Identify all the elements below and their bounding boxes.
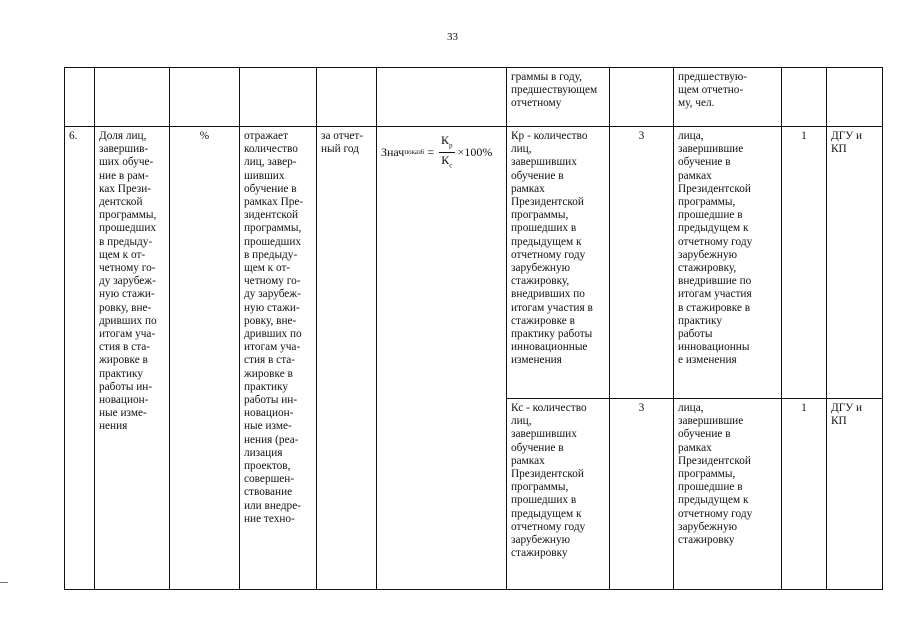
table-row-indicator-6 bbox=[65, 127, 883, 399]
margin-mark bbox=[0, 582, 8, 583]
cell-row-number: 6. bbox=[65, 127, 95, 590]
cell-population-kr: лица, завершившие обучение в рамках Президентской программы, прошедшие в предыдущем к отчетному году зарубежную стажировку, внедрившие по итогам участия в стажировке в практику работы инновационны е изменения bbox=[674, 127, 782, 399]
cell-code-kc: 1 bbox=[782, 399, 827, 590]
cell-empty bbox=[317, 68, 377, 127]
indicator-table bbox=[64, 67, 883, 590]
cell-empty bbox=[782, 68, 827, 127]
cell-method-kc: 3 bbox=[610, 399, 674, 590]
cell-code-kr: 1 bbox=[782, 127, 827, 399]
cell-population-continuation: предшествую- щем отчетно- му, чел. bbox=[674, 68, 782, 127]
cell-variable-kr: Кр - количество лиц, завершивших обучение в рамках Президентской программы, прошедших в предыдущем к отчетному году зарубежную стажировку, внедривших по итогам участия в стажировке в практику работы инновационные изменения bbox=[507, 127, 610, 399]
table-row-continuation bbox=[65, 68, 883, 127]
cell-population-kc: лица, завершившие обучение в рамках Президентской программы, прошедшие в предыдущем к отчетному году зарубежную стажировку bbox=[674, 399, 782, 590]
cell-empty bbox=[240, 68, 317, 127]
cell-empty bbox=[377, 68, 507, 127]
cell-responsible-kc: ДГУ и КП bbox=[827, 399, 883, 590]
cell-responsible-kr: ДГУ и КП bbox=[827, 127, 883, 399]
cell-unit: % bbox=[170, 127, 240, 590]
cell-variable-continuation: граммы в году, предшествующем отчетному bbox=[507, 68, 610, 127]
cell-empty bbox=[827, 68, 883, 127]
formula: Знач показ6 = $\frac{К_р}{К_с}$ ×100% bbox=[381, 130, 502, 173]
cell-indicator-name: Доля лиц, завершив- ших обуче- ние в рам- ках Прези- дентской программы, прошедших в предыду- щем к от- четному го- ду зарубеж- ную стажи- ровку, вне- дривших по итогам уча- стия в ста- жировке в практику работы ин- новацион- ные изме- нения bbox=[95, 127, 170, 590]
formula-fraction: $\frac{К_р}{К_с}$ bbox=[441, 133, 453, 170]
page-number: 33 bbox=[447, 31, 458, 43]
cell-method-kr: 3 bbox=[610, 127, 674, 399]
cell-empty bbox=[95, 68, 170, 127]
cell-variable-kc: Кс - количество лиц, завершивших обучение в рамках Президентской программы, прошедших в предыдущем к отчетному году зарубежную стажировку bbox=[507, 399, 610, 590]
cell-period: за отчет- ный год bbox=[317, 127, 377, 590]
cell-empty bbox=[610, 68, 674, 127]
cell-description: отражает количество лиц, завер- шивших обучение в рамках Пре- зидентской программы, прошедших в предыду- щем к от- четному го- ду зарубеж- ную стажи- ровку, вне- дривших по итогам уча- стия в ста- жировке в практику работы ин- новацион- ные изме- нения (реа- лизация проектов, совершен- ствование или внедре- ние техно- bbox=[240, 127, 317, 590]
cell-empty bbox=[170, 68, 240, 127]
cell-formula bbox=[377, 127, 507, 590]
cell-empty bbox=[65, 68, 95, 127]
